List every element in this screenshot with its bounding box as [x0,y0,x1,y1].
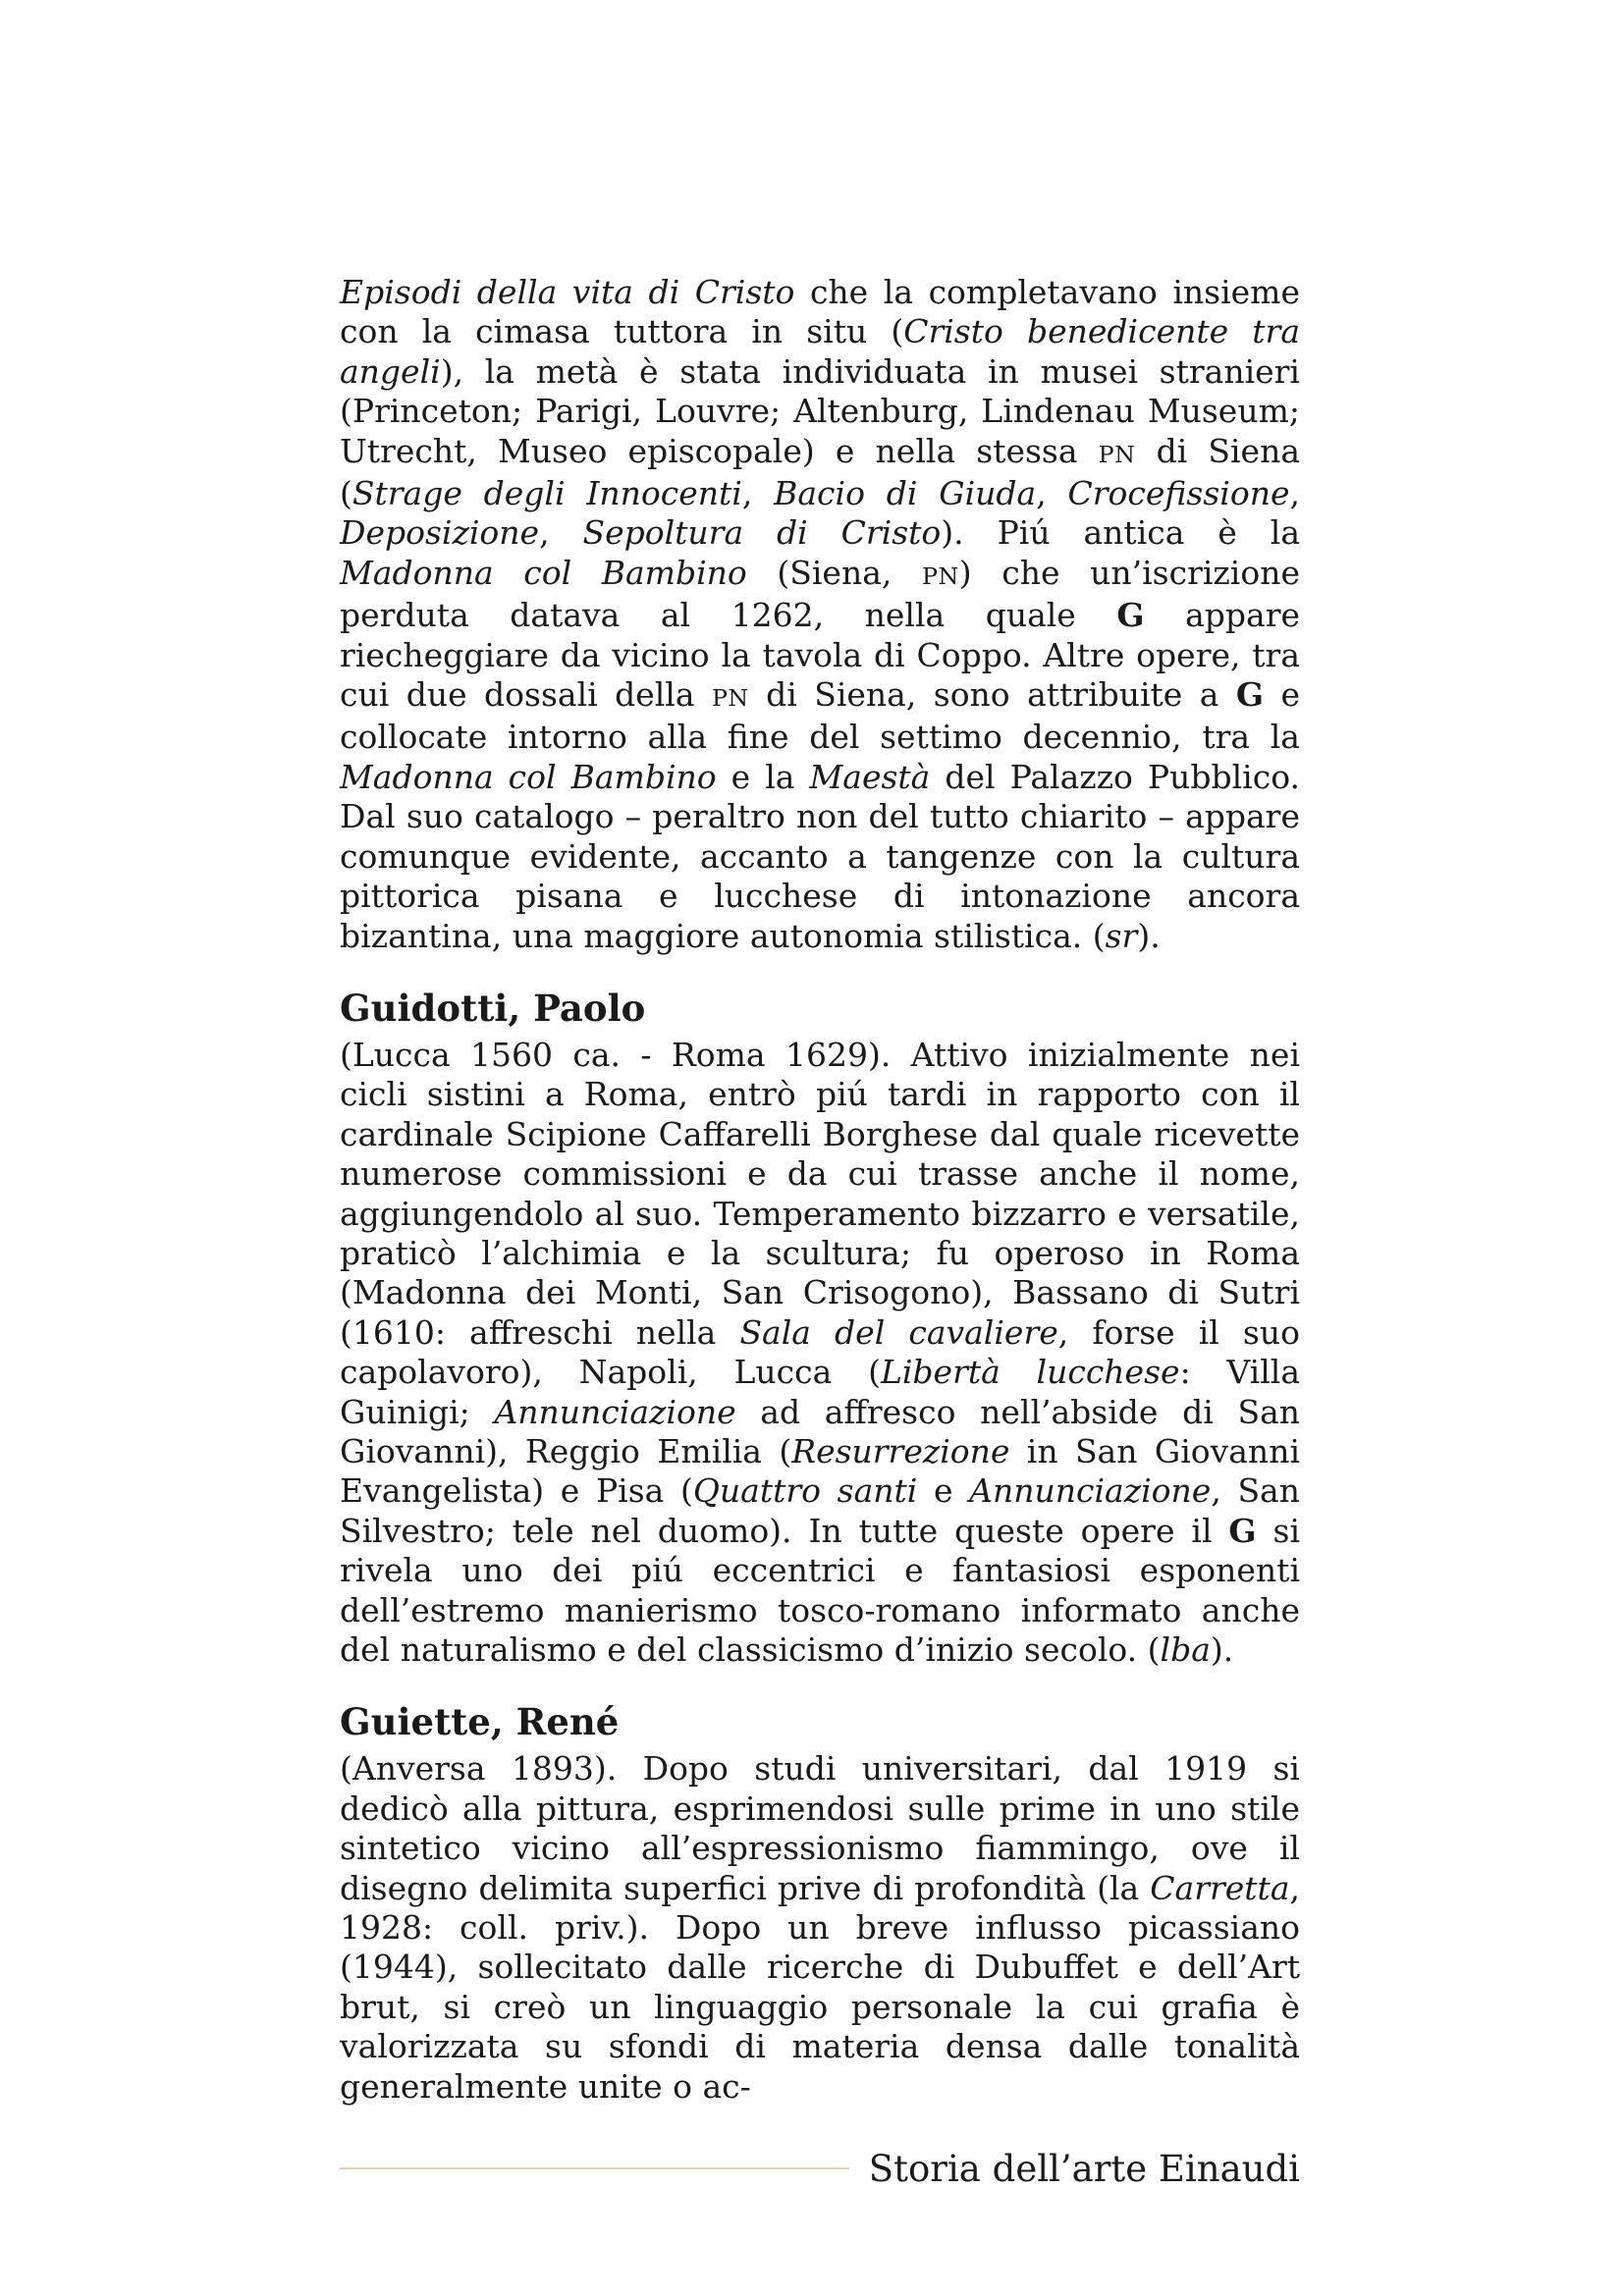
text-run: e la [716,757,810,796]
text-run: , [741,474,775,513]
italic-title: Sepoltura di Cristo [582,513,942,553]
text-run: ) che un’iscrizione perduta datava al 1262, nella quale [340,553,1300,635]
italic-title: Strage degli Innocenti [352,474,742,513]
italic-title: lba [1160,1630,1211,1669]
text-run: , San Silvestro; tele nel duomo). In tutte queste opere il [340,1471,1300,1550]
bold-initial: G [1235,675,1265,715]
italic-title: Episodi della vita di Cristo [340,273,795,311]
italic-title: Annunciazione [494,1392,736,1431]
text-run: di Siena, sono attribuite a [748,675,1236,715]
entry-guiette-text [340,1749,1300,2107]
italic-title: Quattro santi [692,1471,918,1511]
text-run: ). [1210,1630,1234,1669]
italic-title: Carretta [1150,1868,1290,1907]
footer-rule [340,2167,849,2169]
italic-title: Crocefissione [1067,474,1290,513]
small-caps-abbrev: PN [1098,440,1136,468]
text-run: che la completavano insieme con la cimasa tuttora in situ ( [340,273,1300,351]
text-run: , [1289,474,1300,513]
bold-initial: G [1228,1511,1257,1550]
italic-title: Libertà lucchese [880,1353,1180,1392]
entry-continuation-text [340,273,1300,956]
italic-title: Annunciazione [969,1471,1212,1511]
bold-initial: G [1116,596,1145,635]
italic-title: sr [1105,916,1138,955]
italic-title: Madonna col Bambino [340,553,747,592]
text-run: si rivela uno dei piú eccentrici e fantasiosi esponenti dell’estremo manierismo tosco-romano informato anche del naturalismo e del classicismo d’inizio secolo. ( [340,1511,1301,1669]
text-run: , [1036,474,1068,513]
text-run: e collocate intorno alla fine del settimo decennio, tra la [340,675,1300,757]
footer-title: Storia dell’arte Einaudi [868,2147,1300,2190]
small-caps-abbrev: PN [711,684,749,713]
text-run: (Siena, [746,553,922,592]
text-run: e [917,1471,970,1511]
text-run: (Anversa 1893). Dopo studi universitari, dal 1919 si dedicò alla pittura, esprimendosi sulle prime in uno stile sintetico vicino all’espressionismo fiammingo, ove il disegno delimita superfici prive di profondità (la [340,1749,1300,1907]
italic-title: Maestà [809,757,931,796]
italic-title: Bacio di Giuda [774,474,1037,513]
entry-guidotti-text [340,1036,1300,1671]
text-run: , 1928: coll. priv.). Dopo un breve influsso picassiano (1944), sollecitato dalle ricerche di Dubuffet e dell’Art brut, si creò un linguaggio personale la cui grafia è valorizzata su sfondi di materia densa dalle tonalità generalmente unite o ac- [340,1868,1300,2106]
text-run: , forse il suo capolavoro), Napoli, Lucca ( [340,1312,1300,1392]
text-run: ). Piú antica è la [941,513,1301,553]
text-run: del Palazzo Pubblico. Dal suo catalogo – peraltro non del tutto chiarito – appare comunque evidente, accanto a tangenze con la cultura pittorica pisana e lucchese di intonazione ancora bizantina, una maggiore autonomia stilistica. ( [340,757,1300,955]
page-body [340,273,1300,2107]
text-run: ), la metà è stata individuata in musei stranieri (Princeton; Parigi, Louvre; Altenburg, Lindenau Museum; Utrecht, Museo episcopale) e nella stessa [340,351,1300,470]
text-run: ). [1137,916,1161,955]
text-run: di Siena ( [340,431,1301,513]
entry-heading-guidotti: Guidotti, Paolo [340,986,646,1030]
text-run: appare riecheggiare da vicino la tavola di Coppo. Altre opere, tra cui due dossali della [340,596,1300,715]
small-caps-abbrev: PN [921,561,959,590]
text-run: ad affresco nell’abside di San Giovanni), Reggio Emilia ( [340,1392,1300,1470]
text-run: : Villa Guinigi; [340,1353,1301,1431]
italic-title: Cristo benedicente tra angeli [340,312,1300,391]
text-run: in San Giovanni Evangelista) e Pisa ( [340,1431,1300,1511]
text-run: (Lucca 1560 ca. - Roma 1629). Attivo inizialmente nei cicli sistini a Roma, entrò piú tardi in rapporto con il cardinale Scipione Caffarelli Borghese dal quale ricevette numerose commissioni e da cui trasse anche il nome, aggiungendolo al suo. Temperamento bizzarro e versatile, praticò l’alchimia e la scultura; fu operoso in Roma (Madonna dei Monti, San Crisogono), Bassano di Sutri (1610: affreschi nella [340,1035,1300,1352]
page-footer [340,2144,1300,2193]
italic-title: Sala del cavaliere [739,1312,1058,1352]
italic-title: Madonna col Bambino [340,757,717,796]
italic-title: Deposizione [340,513,540,553]
text-run: , [539,513,583,553]
italic-title: Resurrezione [791,1431,1010,1470]
entry-heading-guiette: Guiette, René [340,1700,620,1744]
